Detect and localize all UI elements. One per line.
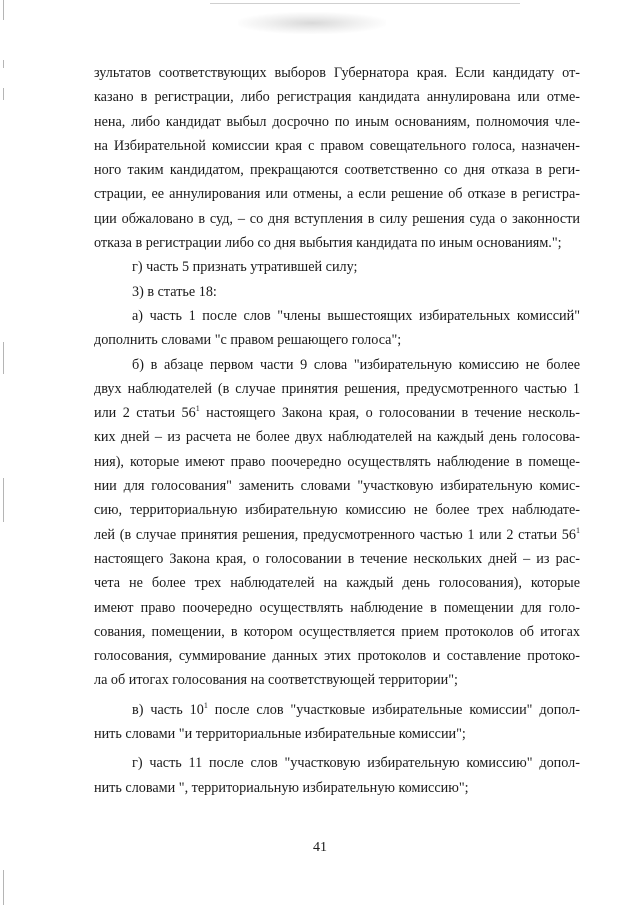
text-line <box>94 353 580 377</box>
text-line <box>94 377 580 401</box>
text-line-content: отказа в регистрации либо со дня выбытия кандидата по иным основаниям."; <box>94 235 562 252</box>
text-line <box>94 85 580 109</box>
text-line <box>94 401 580 425</box>
text-line-content: казано в регистрации, либо регистрация кандидата аннулирована или отме- <box>94 89 580 106</box>
document-body <box>94 61 580 800</box>
text-line <box>94 644 580 668</box>
scan-artifact-left-line <box>3 88 4 100</box>
text-line-content: ла об итогах голосования на соответствующей территории"; <box>94 672 458 689</box>
text-line <box>94 596 580 620</box>
text-line-content: ния), которые имеют право поочередно осуществлять наблюдение в помеще- <box>94 453 580 470</box>
text-line-content: нить словами ", территориальную избирательную комиссию"; <box>94 779 469 796</box>
text-line <box>94 474 580 498</box>
text-line-content: б) в абзаце первом части 9 слова "избирательную комиссию не более <box>132 356 580 373</box>
text-line-content: ции обжаловано в суд, – со дня вступления в силу решения суда о законности <box>94 210 580 227</box>
text-line-content: двух наблюдателей (в случае принятия решения, предусмотренного частью 1 <box>94 380 580 397</box>
text-line <box>94 571 580 595</box>
text-line-content: ного таким кандидатом, прекращаются соответственно со дня отказа в реги- <box>94 162 580 179</box>
text-line <box>94 450 580 474</box>
text-line-content: нии для голосования" заменить словами "участковую избирательную комис- <box>94 478 580 495</box>
scan-artifact-left-line <box>3 478 4 522</box>
text-line-content: ких дней – из расчета не более двух наблюдателей на каждый день голосова- <box>94 429 580 446</box>
page-number: 41 <box>313 840 327 855</box>
text-line-content: или 2 статьи 56 <box>94 405 196 422</box>
text-line-continuation: настоящего Закона края, о голосовании в течение несколь- <box>199 405 580 422</box>
text-line <box>94 304 580 328</box>
text-line <box>94 231 580 255</box>
text-line <box>94 280 580 304</box>
text-line <box>94 425 580 449</box>
superscript: 1 <box>576 525 580 535</box>
scan-artifact-left-line <box>3 0 4 20</box>
superscript: 1 <box>203 700 208 710</box>
text-line-content: чета не более трех наблюдателей на каждый день голосования), которые <box>94 575 580 592</box>
text-line-content: на Избирательной комиссии края с правом совещательного голоса, назначен- <box>94 137 580 154</box>
text-line-content: настоящего Закона края, о голосовании в течение нескольких дней – из рас- <box>94 550 580 567</box>
text-line <box>94 668 580 692</box>
text-line-content: г) часть 11 после слов "участковую избирательную комиссию" допол- <box>132 755 580 772</box>
text-line <box>94 61 580 85</box>
text-line-content: сования, помещении, в котором осуществляется прием протоколов об итогах <box>94 623 580 640</box>
superscript: 1 <box>195 404 200 414</box>
text-line-content: имеют право поочередно осуществлять наблюдение в помещении для голо- <box>94 599 580 616</box>
text-line-content: страции, ее аннулирования или отмены, а если решение об отказе в регистра- <box>94 186 580 203</box>
text-line <box>94 498 580 522</box>
text-line-content: голосования, суммирование данных этих протоколов и составление протоко- <box>94 648 580 665</box>
text-line-continuation: после слов "участковые избирательные комиссии" допол- <box>207 701 580 718</box>
text-line <box>94 182 580 206</box>
text-line-content: нена, либо кандидат выбыл досрочно по иным основаниям, полномочия чле- <box>94 113 580 130</box>
scan-artifact-left-line <box>3 60 4 68</box>
text-line <box>94 698 580 722</box>
text-line-content: 3) в статье 18: <box>132 283 217 300</box>
text-line <box>94 523 580 547</box>
text-line-content: дополнить словами "с правом решающего голоса"; <box>94 332 402 349</box>
text-line-content: в) часть 10 <box>132 701 204 718</box>
scan-artifact-smudge <box>238 12 386 34</box>
text-line-content: г) часть 5 признать утратившей силу; <box>132 259 358 276</box>
text-line <box>94 328 580 352</box>
text-line-content: лей (в случае принятия решения, предусмотренного частью 1 или 2 статьи 56 <box>94 526 576 543</box>
text-line <box>94 776 580 800</box>
text-line <box>94 110 580 134</box>
scan-artifact-left-line <box>3 342 4 374</box>
text-line-content: зультатов соответствующих выборов Губернатора края. Если кандидату от- <box>94 65 580 81</box>
text-line-content: а) часть 1 после слов "члены вышестоящих избирательных комиссий" <box>132 307 580 324</box>
scan-artifact-top-line <box>210 3 520 4</box>
text-line <box>94 620 580 644</box>
text-line <box>94 751 580 775</box>
text-line <box>94 158 580 182</box>
text-line-content: сию, территориальную избирательную комиссию не более трех наблюдате- <box>94 502 580 519</box>
text-line <box>94 547 580 571</box>
text-line <box>94 722 580 746</box>
text-line <box>94 207 580 231</box>
scan-artifact-left-line <box>3 870 4 905</box>
text-line <box>94 134 580 158</box>
text-line <box>94 255 580 279</box>
text-line-content: нить словами "и территориальные избирательные комиссии"; <box>94 726 466 743</box>
